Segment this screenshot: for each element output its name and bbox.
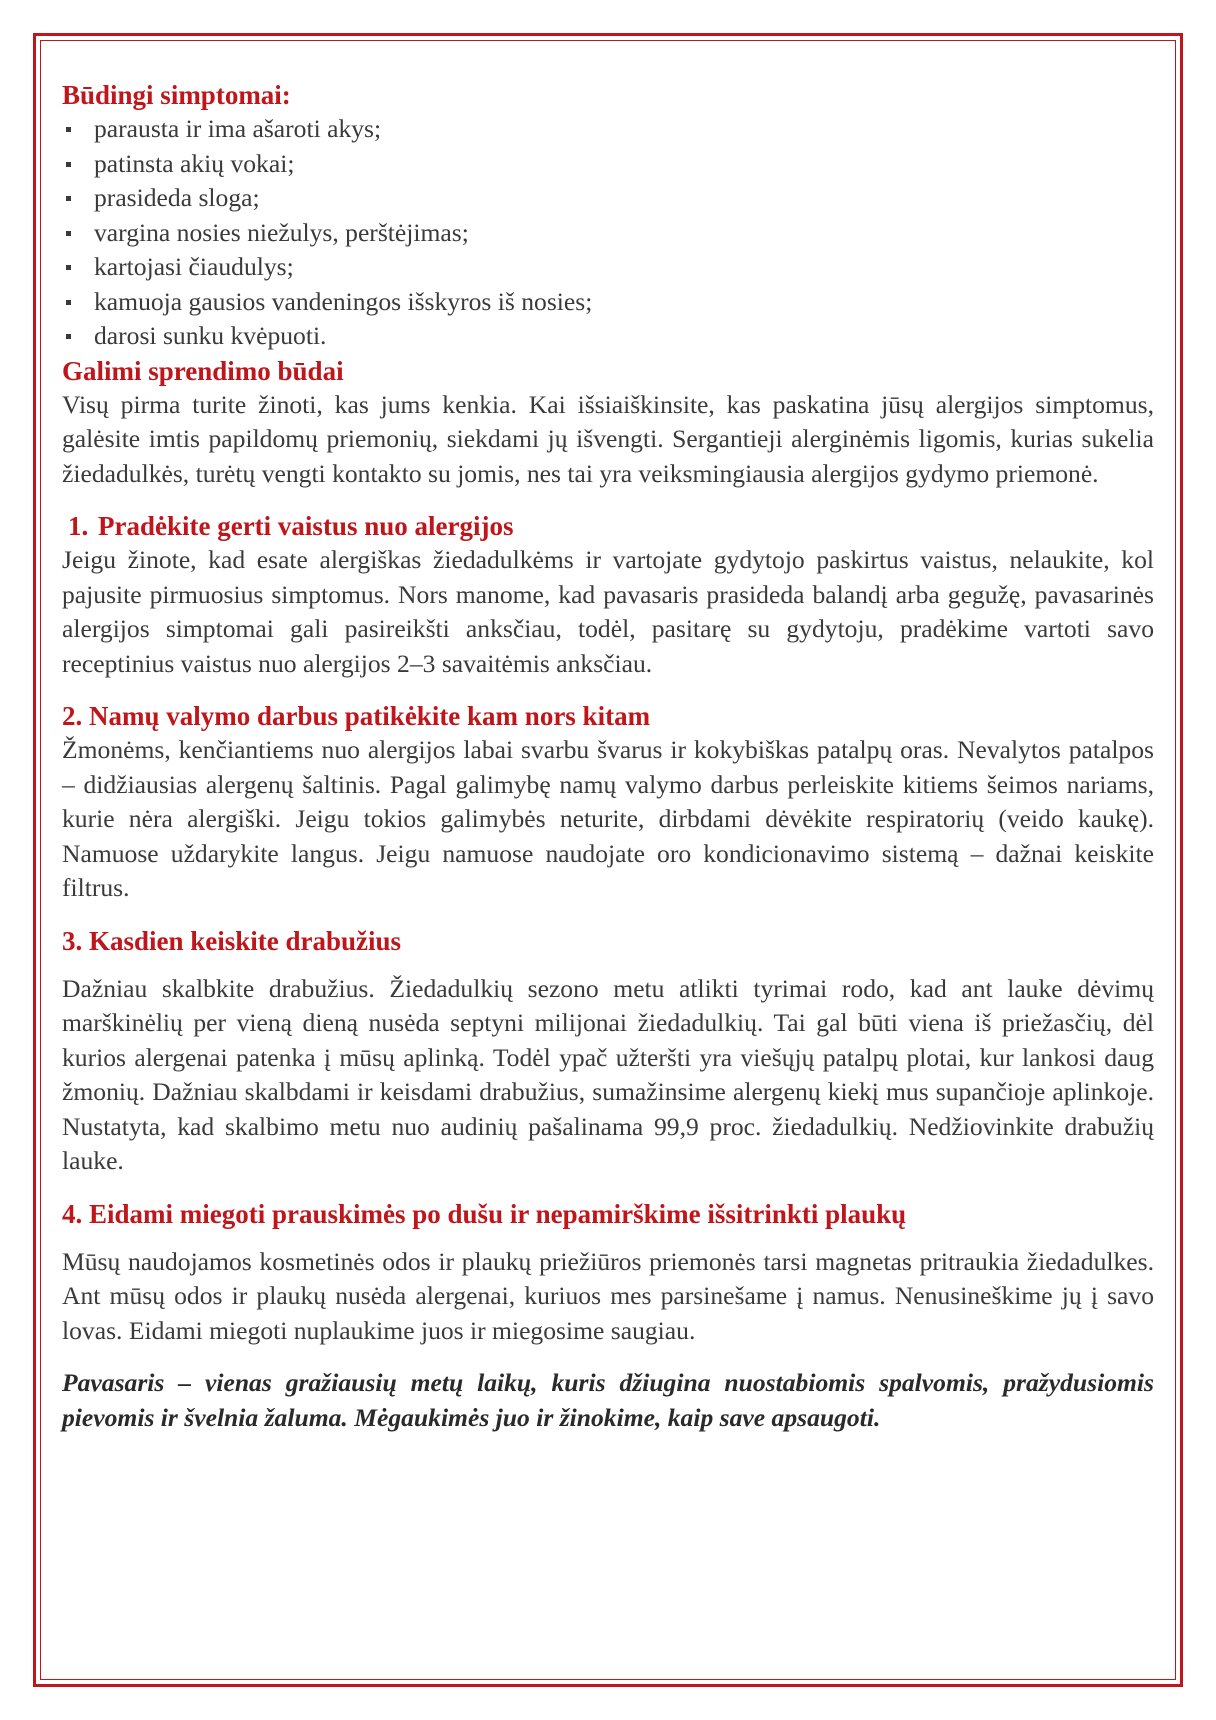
solutions-heading: Galimi sprendimo būdai [62, 355, 344, 386]
tip2-paragraph: Žmonėms, kenčiantiems nuo alergijos labai svarbu švarus ir kokybiškas patalpų oras. Nevalytos patalpos – didžiausias alergenų šaltinis. Pagal galimybę namų valymo darbus perleiskite kitiems šeimos nariams, kurie nėra alergiški. Jeigu tokios galimybės neturite, dirbdami dėvėkite respiratorių (veido kaukę). Namuose uždarykite langus. Jeigu namuose naudojate oro kondicionavimo sistemą – dažnai keiskite filtrus. [62, 735, 1154, 902]
symptoms-heading: Būdingi simptomai: [62, 80, 291, 110]
list-item: parausta ir ima ašaroti akys; [62, 112, 1154, 147]
bullet-icon [66, 196, 71, 201]
tip1-title: Pradėkite gerti vaistus nuo alergijos [98, 511, 514, 541]
list-item: kartojasi čiaudulys; [62, 250, 1154, 285]
bullet-icon [66, 231, 71, 236]
tip3-heading: 3. Kasdien keiskite drabužius [62, 925, 402, 956]
list-item: vargina nosies niežulys, perštėjimas; [62, 216, 1154, 251]
bullet-icon [66, 127, 71, 132]
list-item: kamuoja gausios vandeningos išskyros iš nosies; [62, 285, 1154, 320]
solutions-paragraph: Visų pirma turite žinoti, kas jums kenkia. Kai išsiaiškinsite, kas paskatina jūsų alergijos simptomus, galėsite imtis papildomų priemonių, siekdami jų išvengti. Sergantieji alerginėmis ligomis, kurias sukelia žiedadulkės, turėtų vengti kontakto su jomis, nes tai yra veiksmingiausia alergijos gydymo priemonė. [62, 389, 1154, 488]
bullet-icon [66, 265, 71, 270]
bullet-icon [66, 334, 71, 339]
tip4-heading: 4. Eidami miegoti prauskimės po dušu ir nepamirškime išsitrinkti plaukų [62, 1198, 907, 1229]
tip1-heading [62, 509, 1154, 543]
symptoms-list [62, 112, 1154, 354]
closing-paragraph: Pavasaris – vienas gražiausių metų laikų, kuris džiugina nuostabiomis spalvomis, pražydusiomis pievomis ir švelnia žaluma. Mėgaukimės juo ir žinokime, kaip save apsaugoti. [62, 1368, 1154, 1432]
bullet-icon [66, 300, 71, 305]
document-body [62, 78, 1154, 1435]
tip3-paragraph: Dažniau skalbkite drabužius. Žiedadulkių sezono metu atlikti tyrimai rodo, kad ant lauke dėvimų marškinėlių per vieną dieną nusėda septyni milijonai žiedadulkių. Tai gal būti viena iš priežasčių, dėl kurios alergenai patenka į mūsų aplinką. Todėl ypač užteršti yra viešųjų patalpų plotai, kur lankosi daug žmonių. Dažniau skalbdami ir keisdami drabužius, sumažinsime alergenų kiekį mus supančioje aplinkoje. Nustatyta, kad skalbimo metu nuo audinių pašalinama 99,9 proc. žiedadulkių. Nedžiovinkite drabužių lauke. [62, 973, 1154, 1175]
tip1-paragraph: Jeigu žinote, kad esate alergiškas žiedadulkėms ir vartojate gydytojo paskirtus vaistus, nelaukite, kol pajusite pirmuosius simptomus. Nors manome, kad pavasaris prasideda balandį arba gegužę, pavasarinės alergijos simptomai gali pasireikšti anksčiau, todėl, pasitarę su gydytoju, pradėkime vartoti savo receptinius vaistus nuo alergijos 2–3 savaitėmis anksčiau. [62, 545, 1154, 678]
list-item: prasideda sloga; [62, 181, 1154, 216]
bullet-icon [66, 162, 71, 167]
list-item: patinsta akių vokai; [62, 147, 1154, 182]
list-item: darosi sunku kvėpuoti. [62, 319, 1154, 354]
tip4-paragraph: Mūsų naudojamos kosmetinės odos ir plaukų priežiūros priemonės tarsi magnetas pritraukia žiedadulkes. Ant mūsų odos ir plaukų nusėda alergenai, kuriuos mes parsinešame į namus. Nenusineškime jų į savo lovas. Eidami miegoti nuplaukime juos ir miegosime saugiau. [62, 1246, 1154, 1345]
tip2-heading: 2. Namų valymo darbus patikėkite kam nors kitam [62, 701, 651, 731]
tip1-number: 1. [68, 511, 89, 541]
